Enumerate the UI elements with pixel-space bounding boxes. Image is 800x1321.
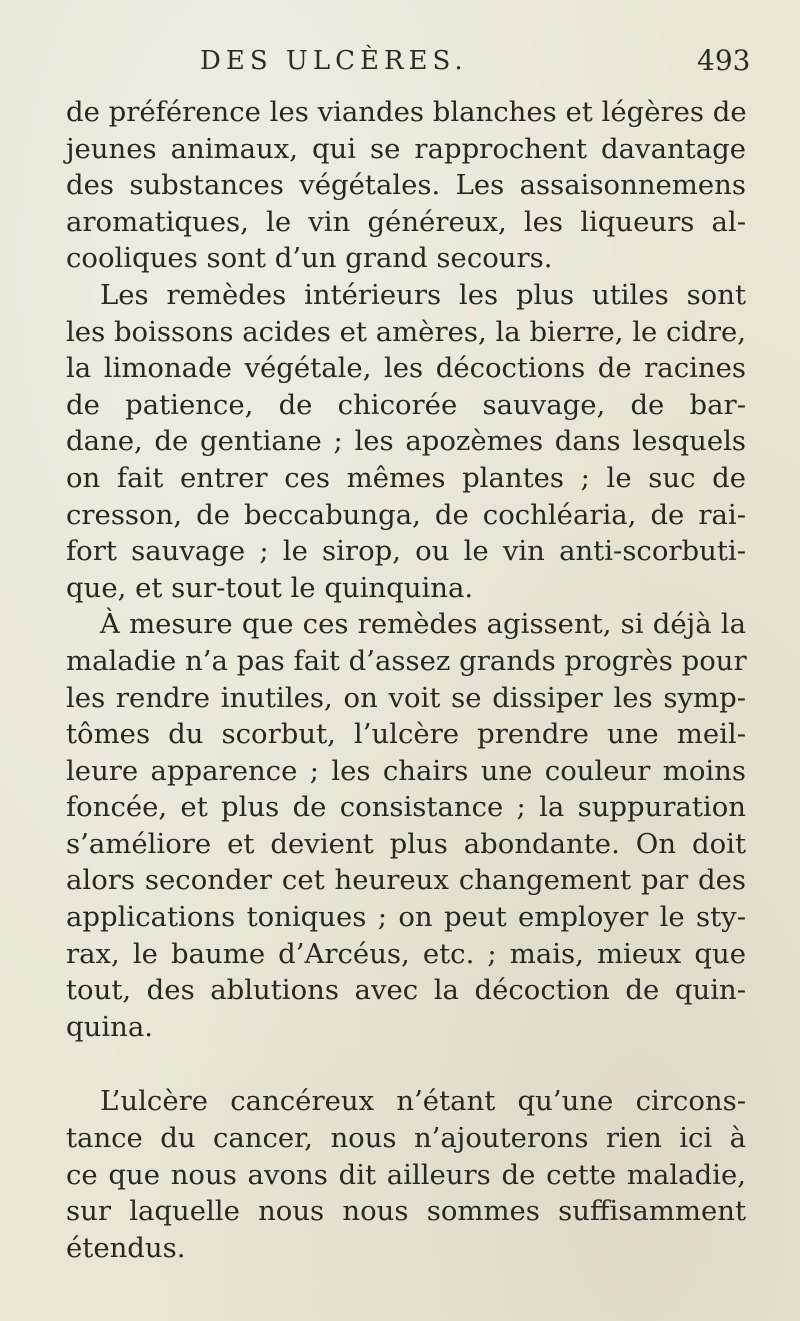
text-line: sur laquelle nous nous sommes suffisamment xyxy=(66,1195,746,1228)
text-line: À mesure que ces remèdes agissent, si déjà la xyxy=(100,608,746,641)
text-line: foncée, et plus de consistance ; la suppuration xyxy=(66,791,746,824)
text-line: tance du cancer, nous n’ajouterons rien ici à xyxy=(66,1122,746,1155)
running-head: DES ULCÈRES. xyxy=(200,46,468,76)
text-line: quina. xyxy=(66,1010,153,1043)
text-line: on fait entrer ces mêmes plantes ; le suc de xyxy=(66,461,746,494)
text-line: Les remèdes intérieurs les plus utiles sont xyxy=(100,278,746,311)
text-line: dane, de gentiane ; les apozèmes dans lesquels xyxy=(66,425,746,458)
text-line: fort sauvage ; le sirop, ou le vin anti-scorbuti- xyxy=(66,535,746,568)
text-line: ce que nous avons dit ailleurs de cette maladie, xyxy=(66,1158,746,1191)
text-line: que, et sur-tout le quinquina. xyxy=(66,571,474,604)
text-line: rax, le baume d’Arcéus, etc. ; mais, mieux que xyxy=(66,937,746,970)
text-line: leure apparence ; les chairs une couleur moins xyxy=(66,754,746,787)
text-line: tout, des ablutions avec la décoction de quin- xyxy=(66,974,746,1007)
text-line: étendus. xyxy=(66,1231,186,1264)
text-line: applications toniques ; on peut employer le sty- xyxy=(66,901,746,934)
text-line: les boissons acides et amères, la bierre, le cidre, xyxy=(66,315,746,348)
text-line: cresson, de beccabunga, de cochléaria, de rai- xyxy=(66,498,746,531)
paragraph-gap xyxy=(66,1045,746,1083)
text-line: la limonade végétale, les décoctions de racines xyxy=(66,352,746,385)
text-line: des substances végétales. Les assaisonnemens xyxy=(66,169,746,202)
text-line: tômes du scorbut, l’ulcère prendre une meil- xyxy=(66,718,746,751)
text-line: cooliques sont d’un grand secours. xyxy=(66,242,553,275)
body-text xyxy=(66,94,746,1266)
text-line: les rendre inutiles, on voit se dissiper les symp- xyxy=(66,681,746,714)
text-line: maladie n’a pas fait d’assez grands progrès pour xyxy=(66,644,747,677)
text-line: jeunes animaux, qui se rapprochent davantage xyxy=(66,132,746,165)
text-line: aromatiques, le vin généreux, les liqueurs al- xyxy=(66,205,746,238)
text-line: alors seconder cet heureux changement par des xyxy=(66,864,746,897)
text-line: de préférence les viandes blanches et légères de xyxy=(66,96,747,128)
text-line: L’ulcère cancéreux n’étant qu’une circons- xyxy=(100,1085,746,1118)
text-line: s’améliore et devient plus abondante. On doit xyxy=(66,827,746,860)
text-line: de patience, de chicorée sauvage, de bar- xyxy=(66,388,746,421)
page-number: 493 xyxy=(697,44,751,77)
